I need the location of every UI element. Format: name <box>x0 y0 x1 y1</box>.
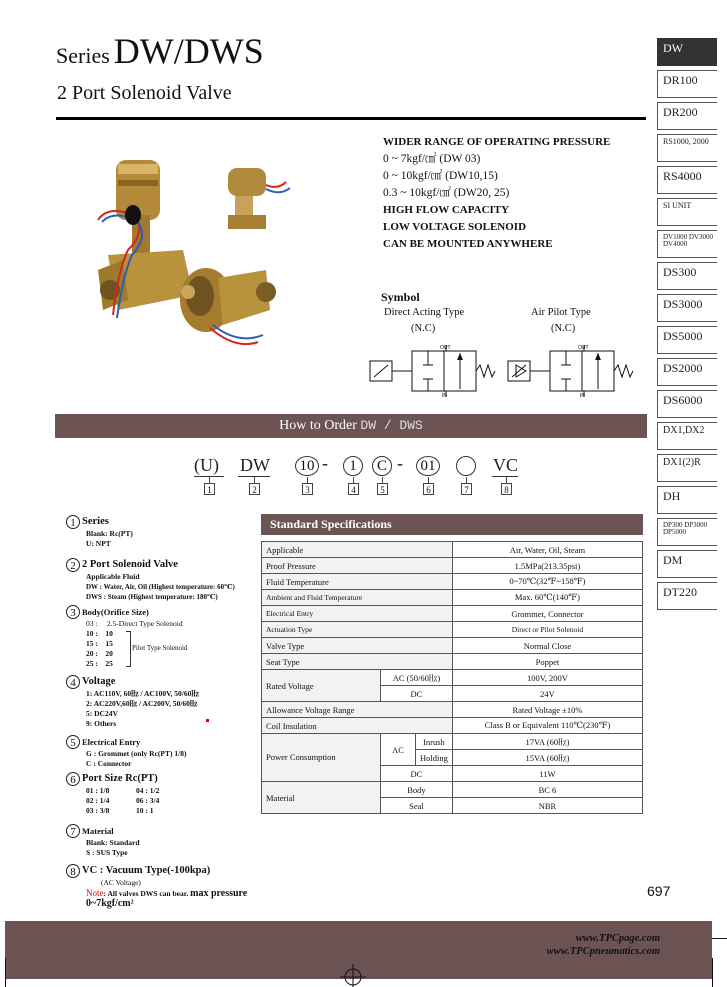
table-row <box>262 654 643 670</box>
spec-key: Power Consumption <box>262 734 381 782</box>
table-row <box>262 606 643 622</box>
legend-title: Material <box>82 826 114 836</box>
how-to-order-bar <box>55 414 647 438</box>
legend-item: 10 : 10 <box>86 629 113 638</box>
side-tab-dw[interactable]: DW <box>657 38 717 66</box>
spec-subkey: Holding <box>416 750 453 766</box>
legend-item: DW : Water, Air, Oil (Highest temperature: 60℃) <box>86 583 235 591</box>
footer-link-tpcpneumatics[interactable]: www.TPCpneumatics.com <box>546 946 660 957</box>
feature-item: 0 ~ 10kgf/㎠ (DW10,15) <box>383 170 498 182</box>
spec-key: Electrical Entry <box>262 606 453 622</box>
red-mark <box>206 719 209 722</box>
order-dash: - <box>397 453 403 473</box>
legend-number: 6 <box>66 772 80 786</box>
note-label: Note <box>86 888 104 898</box>
crop-mark <box>5 958 6 987</box>
series-name: DW/DWS <box>113 31 264 71</box>
legend-voltage <box>66 675 281 689</box>
legend-item: 03 : 3/8 <box>86 806 110 815</box>
side-tab-ds3000[interactable]: DS3000 <box>657 294 717 322</box>
spec-key: Applicable <box>262 542 453 558</box>
legend-item: 5: DC24V <box>86 709 118 718</box>
spec-value: 15VA (60㎐) <box>452 750 642 766</box>
order-part-body: 10 <box>295 456 319 476</box>
legend-item: (AC Voltage) <box>101 878 141 887</box>
footer-websites <box>450 932 660 958</box>
legend-number: 8 <box>66 864 80 878</box>
feature-item: CAN BE MOUNTED ANYWHERE <box>383 238 553 250</box>
air-in-label: IN <box>580 393 585 398</box>
legend-item: 03 : 2.5-Direct Type Solenoid <box>86 619 183 628</box>
table-row <box>262 638 643 654</box>
spec-value: BC 6 <box>452 782 642 798</box>
legend-item: U: NPT <box>86 539 111 548</box>
order-underline <box>492 476 518 477</box>
spec-subkey: DC <box>381 686 453 702</box>
side-tab-list <box>657 38 717 614</box>
legend-number: 3 <box>66 605 80 619</box>
spec-value: Direct or Pilot Solenoid <box>452 622 642 638</box>
legend-item: 06 : 3/4 <box>136 796 160 805</box>
spec-value: Normal Close <box>452 638 642 654</box>
note-emphasis: max pressure <box>190 888 248 899</box>
spec-subkey: Inrush <box>416 734 453 750</box>
spec-key: Fluid Temperature <box>262 574 453 590</box>
spec-value: 17VA (60㎐) <box>452 734 642 750</box>
legend-item: 9: Others <box>86 719 117 728</box>
series-prefix: Series <box>56 43 110 68</box>
symbol-heading: Symbol <box>381 290 420 304</box>
order-num-6: 6 <box>423 483 434 495</box>
table-row <box>262 782 643 798</box>
order-part-voltage: 1 <box>343 456 363 476</box>
spec-value: 100V, 200V <box>452 670 642 686</box>
order-legend <box>66 512 281 909</box>
order-part-material <box>456 456 476 476</box>
table-row <box>262 718 643 734</box>
legend-number: 1 <box>66 515 80 529</box>
legend-item: 25 : 25 <box>86 659 113 668</box>
spec-subkey: DC <box>381 766 453 782</box>
legend-body <box>66 605 281 619</box>
direct-acting-symbol <box>368 343 498 398</box>
feature-item: 0.3 ~ 10kgf/㎠ (DW20, 25) <box>383 187 510 199</box>
legend-port <box>66 772 281 786</box>
legend-item: DWS : Steam (Highest temperature: 180℃) <box>86 593 218 601</box>
legend-pilot-note: Pilot Type Solenoid <box>132 644 188 652</box>
order-num-5: 5 <box>377 483 388 495</box>
feature-item: LOW VOLTAGE SOLENOID <box>383 221 527 233</box>
legend-title: Port Size Rc(PT) <box>82 773 158 784</box>
side-tab-dx1-2-r[interactable]: DX1(2)R <box>657 454 717 482</box>
feature-item: 0 ~ 7kgf/㎠ (DW 03) <box>383 153 481 165</box>
side-tab-dh[interactable]: DH <box>657 486 717 514</box>
legend-item: 02 : 1/4 <box>86 796 110 805</box>
table-row <box>262 622 643 638</box>
side-tab-dx1-dx2[interactable]: DX1,DX2 <box>657 422 717 450</box>
spec-subkey: AC (50/60㎐) <box>381 670 453 686</box>
legend-series <box>66 515 281 529</box>
spec-value: Max. 60℃(140℉) <box>452 590 642 606</box>
table-row <box>262 558 643 574</box>
product-photo <box>88 160 293 356</box>
order-part-entry: C <box>372 456 392 476</box>
registration-mark-icon <box>340 964 366 987</box>
spec-heading: Standard Specifications <box>261 514 643 535</box>
table-row <box>262 734 643 750</box>
legend-item: 01 : 1/8 <box>86 786 110 795</box>
direct-acting-nc: (N.C) <box>411 323 436 334</box>
order-num-4: 4 <box>348 483 359 495</box>
footer-link-tpcpage[interactable]: www.TPCpage.com <box>575 933 660 944</box>
spec-value: 0~70℃(32℉~158℉) <box>452 574 642 590</box>
side-tab-si-unit[interactable]: SI UNIT <box>657 198 717 226</box>
side-tab-ds2000[interactable]: DS2000 <box>657 358 717 386</box>
side-tab-ds6000[interactable]: DS6000 <box>657 390 717 418</box>
spec-key: Seat Type <box>262 654 453 670</box>
page-subtitle: 2 Port Solenoid Valve <box>57 82 232 104</box>
side-tab-dr100[interactable]: DR100 <box>657 70 717 98</box>
spec-table <box>261 541 643 814</box>
legend-item: G : Grommet (only Rc(PT) 1/8) <box>86 749 187 758</box>
feature-item: HIGH FLOW CAPACITY <box>383 204 510 216</box>
direct-acting-label: Direct Acting Type <box>384 307 465 318</box>
order-part-vacuum: VC <box>493 455 519 475</box>
legend-item: 10 : 1 <box>136 806 154 815</box>
legend-title: Voltage <box>82 676 116 687</box>
legend-title: Body(Orifice Size) <box>82 607 149 617</box>
feature-item: WIDER RANGE OF OPERATING PRESSURE <box>383 136 611 148</box>
table-row <box>262 670 643 686</box>
legend-number: 2 <box>66 558 80 572</box>
legend-item: 20 : 20 <box>86 649 113 658</box>
table-row <box>262 702 643 718</box>
legend-item: 04 : 1/2 <box>136 786 160 795</box>
legend-bracket <box>126 631 131 667</box>
crop-mark <box>712 938 727 939</box>
side-tab-dt220[interactable]: DT220 <box>657 582 717 610</box>
order-num-1: 1 <box>204 483 215 495</box>
legend-number: 5 <box>66 735 80 749</box>
spec-key: Rated Voltage <box>262 670 381 702</box>
spec-key: Ambient and Fluid Temperature <box>262 590 453 606</box>
legend-title: Electrical Entry <box>82 737 141 747</box>
spec-key: Valve Type <box>262 638 453 654</box>
how-to-order-title: How to Order <box>279 418 357 433</box>
note-text: : All valves DWS can bear. <box>103 889 189 898</box>
legend-entry <box>66 735 281 749</box>
air-pilot-symbol <box>506 343 636 398</box>
spec-key: Proof Pressure <box>262 558 453 574</box>
side-tab-ds5000[interactable]: DS5000 <box>657 326 717 354</box>
table-row <box>262 542 643 558</box>
legend-number: 7 <box>66 824 80 838</box>
legend-item: 2: AC220V,60㎐ / AC200V, 50/60㎐ <box>86 699 198 708</box>
spec-value: Grommet, Connector <box>452 606 642 622</box>
order-num-2: 2 <box>249 483 260 495</box>
spec-subkey: AC <box>381 734 416 766</box>
legend-item: Blank: Standard <box>86 838 140 847</box>
direct-out-label: OUT <box>440 345 451 351</box>
spec-key: Allowance Voltage Range <box>262 702 453 718</box>
order-part-port: 01 <box>416 456 440 476</box>
page-number: 697 <box>647 883 671 899</box>
spec-value: Class B or Equivalent 110℃(230℉) <box>452 718 642 734</box>
table-row <box>262 590 643 606</box>
legend-item: 15 : 15 <box>86 639 113 648</box>
air-pilot-label: Air Pilot Type <box>531 307 591 318</box>
spec-subkey: Body <box>381 782 453 798</box>
legend-item: C : Connector <box>86 759 132 768</box>
how-to-order-codes: DW / DWS <box>360 418 423 433</box>
spec-value: 1.5MPa(213.35psi) <box>452 558 642 574</box>
legend-item: 1: AC110V, 60㎐ / AC100V, 50/60㎐ <box>86 689 199 698</box>
order-part-prefix: (U) <box>194 455 219 475</box>
legend-item: S : SUS Type <box>86 848 128 857</box>
page-title <box>56 30 264 72</box>
table-row <box>262 574 643 590</box>
legend-title: Series <box>82 516 109 527</box>
legend-vacuum <box>66 864 281 878</box>
legend-item: Applicable Fluid <box>86 572 140 581</box>
legend-item: Blank: Rc(PT) <box>86 529 133 538</box>
spec-subkey: Seal <box>381 798 453 814</box>
legend-title: VC : Vacuum Type(-100kpa) <box>82 865 211 876</box>
spec-value: 24V <box>452 686 642 702</box>
side-tab-rs4000[interactable]: RS4000 <box>657 166 717 194</box>
spec-value: Air, Water, Oil, Steam <box>452 542 642 558</box>
crop-mark <box>712 958 713 987</box>
legend-material <box>66 824 281 838</box>
legend-title: 2 Port Solenoid Valve <box>82 559 178 570</box>
spec-key: Actuation Type <box>262 622 453 638</box>
legend-number: 4 <box>66 675 80 689</box>
order-part-series: DW <box>240 455 270 475</box>
spec-value: 11W <box>452 766 642 782</box>
title-divider <box>56 117 646 120</box>
legend-valve <box>66 558 281 572</box>
order-num-8: 8 <box>501 483 512 495</box>
order-num-3: 3 <box>302 483 313 495</box>
note-range: 0~7kgf/cm² <box>86 898 134 909</box>
side-tab-ds300[interactable]: DS300 <box>657 262 717 290</box>
spec-value: Rated Voltage ±10% <box>452 702 642 718</box>
side-tab-dp300-dp3000-dp5000[interactable]: DP300 DP3000 DP5000 <box>657 518 717 546</box>
spec-key: Material <box>262 782 381 814</box>
spec-value: Poppet <box>452 654 642 670</box>
side-tab-rs1000-2000[interactable]: RS1000, 2000 <box>657 134 717 162</box>
air-out-label: OUT <box>578 345 589 351</box>
order-dash: - <box>322 453 328 473</box>
side-tab-dm[interactable]: DM <box>657 550 717 578</box>
spec-value: NBR <box>452 798 642 814</box>
air-pilot-nc: (N.C) <box>551 323 576 334</box>
direct-in-label: IN <box>442 393 447 398</box>
side-tab-dr200[interactable]: DR200 <box>657 102 717 130</box>
feature-list <box>383 134 653 253</box>
spec-key: Coil Insulation <box>262 718 453 734</box>
order-num-7: 7 <box>461 483 472 495</box>
side-tab-dv1000-dv3000-dv4000[interactable]: DV1000 DV3000 DV4000 <box>657 230 717 258</box>
